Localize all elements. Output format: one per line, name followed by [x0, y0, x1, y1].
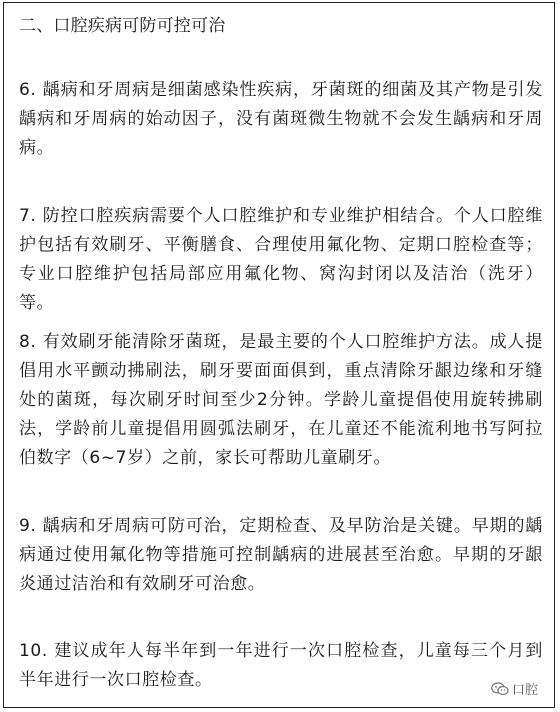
document-frame	[3, 2, 555, 708]
paragraph-8: 8. 有效刷牙能清除牙菌斑，是最主要的个人口腔维护方法。成人提倡用水平颤动拂刷法，刷牙要面面俱到，重点清除牙龈边缘和牙缝处的菌斑，每次刷牙时间至少2分钟。学龄儿童提倡使用旋转拂刷法，学龄前儿童提倡用圆弧法刷牙，在儿童还不能流利地书写阿拉伯数字（6~7岁）之前，家长可帮助儿童刷牙。	[19, 332, 543, 468]
paragraph-10: 10. 建议成年人每半年到一年进行一次口腔检查，儿童每三个月到半年进行一次口腔检查。	[19, 641, 543, 690]
section-title: 二、口腔疾病可防可控可治	[19, 16, 226, 36]
paragraph-9: 9. 龋病和牙周病可防可治，定期检查、及早防治是关键。早期的龋病通过使用氟化物等措施可控制龋病的进展甚至治愈。早期的牙龈炎通过洁治和有效刷牙可治愈。	[19, 516, 543, 594]
wechat-icon	[491, 682, 509, 696]
watermark-text: 口腔	[511, 683, 538, 698]
watermark	[491, 679, 538, 698]
paragraph-7: 7. 防控口腔疾病需要个人口腔维护和专业维护相结合。个人口腔维护包括有效刷牙、平衡膳食、合理使用氟化物、定期口腔检查等；专业口腔维护包括局部应用氟化物、窝沟封闭以及洁治（洗牙）等。	[19, 206, 543, 313]
paragraph-6: 6. 龋病和牙周病是细菌感染性疾病，牙菌斑的细菌及其产物是引发龋病和牙周病的始动因子，没有菌斑微生物就不会发生龋病和牙周病。	[19, 80, 543, 158]
